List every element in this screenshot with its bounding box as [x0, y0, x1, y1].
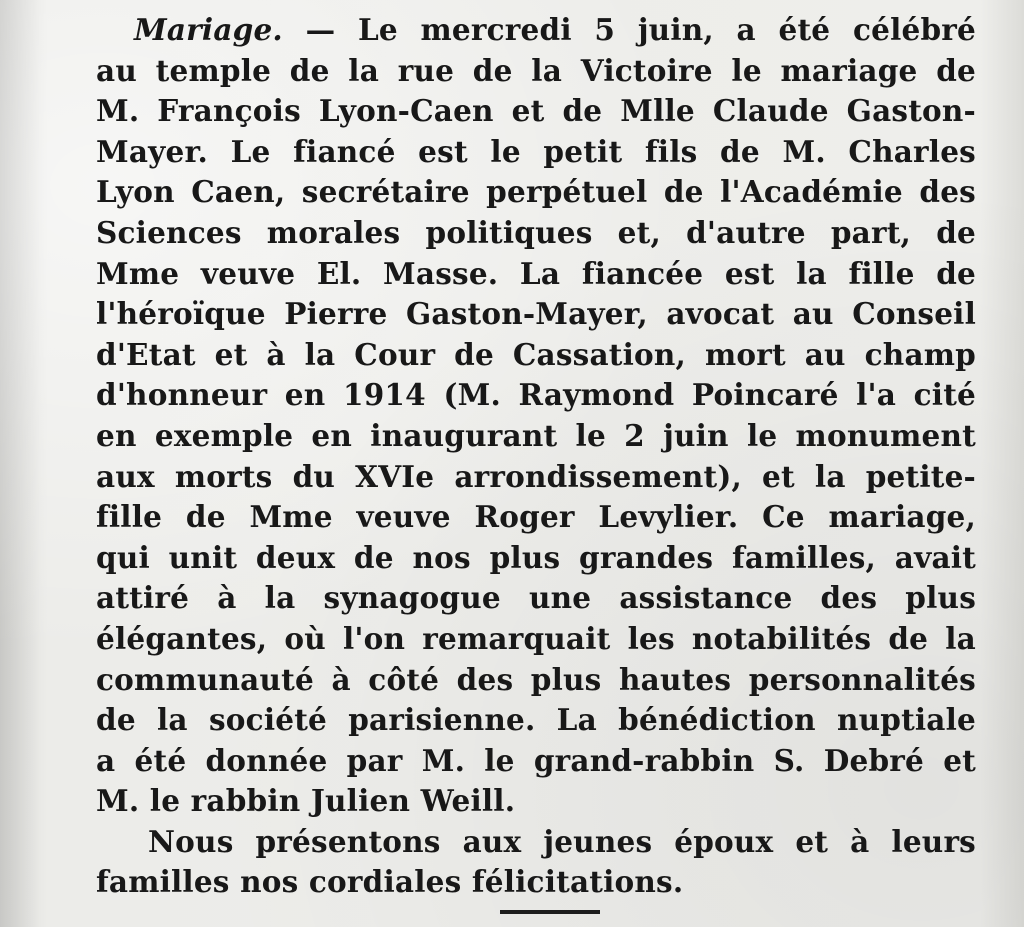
separator-rule	[500, 910, 600, 914]
article-line-13: fille de Mme veuve Roger Levylier. Ce mariage,	[96, 499, 976, 535]
article-line-12: aux morts du XVIe arrondissement), et la petite-	[96, 458, 976, 494]
article-line-5: Lyon Caen, secrétaire perpétuel de l'Académie des	[96, 174, 976, 210]
article-line-6: Sciences morales politiques et, d'autre part, de	[96, 214, 976, 250]
article-line-20: M. le rabbin Julien Weill.	[96, 783, 516, 819]
article-line-8: l'héroïque Pierre Gaston-Mayer, avocat au Conseil	[96, 296, 976, 332]
article-line-19: a été donnée par M. le grand-rabbin S. Debré et	[96, 742, 976, 778]
article-line-11: en exemple en inaugurant le 2 juin le monument	[96, 417, 976, 453]
article-line-3: M. François Lyon-Caen et de Mlle Claude Gaston-	[96, 93, 976, 129]
article-line-18: de la société parisienne. La bénédiction nuptiale	[96, 702, 976, 738]
article-line-9: d'Etat et à la Cour de Cassation, mort au champ	[96, 336, 976, 372]
closing-line-2: familles nos cordiales félicitations.	[96, 864, 684, 900]
article-line-1	[96, 10, 976, 51]
article-line-2: au temple de la rue de la Victoire le mariage de	[96, 52, 976, 88]
article-line-text: — Le mercredi 5 juin, a été célébré	[282, 12, 976, 47]
article-line-4: Mayer. Le fiancé est le petit fils de M. Charles	[96, 133, 976, 169]
article-title: Mariage.	[134, 12, 283, 47]
article-line-14: qui unit deux de nos plus grandes familles, avait	[96, 539, 976, 575]
article-line-10: d'honneur en 1914 (M. Raymond Poincaré l'a cité	[96, 377, 976, 413]
article-line-7: Mme veuve El. Masse. La fiancée est la fille de	[96, 255, 976, 291]
closing-line-1: Nous présentons aux jeunes époux et à leurs	[148, 823, 976, 859]
article-line-16: élégantes, où l'on remarquait les notabilités de la	[96, 620, 976, 656]
article-body	[96, 10, 976, 903]
page-edge-shadow	[0, 0, 48, 927]
article-line-15: attiré à la synagogue une assistance des plus	[96, 580, 976, 616]
article-line-17: communauté à côté des plus hautes personnalités	[96, 661, 976, 697]
